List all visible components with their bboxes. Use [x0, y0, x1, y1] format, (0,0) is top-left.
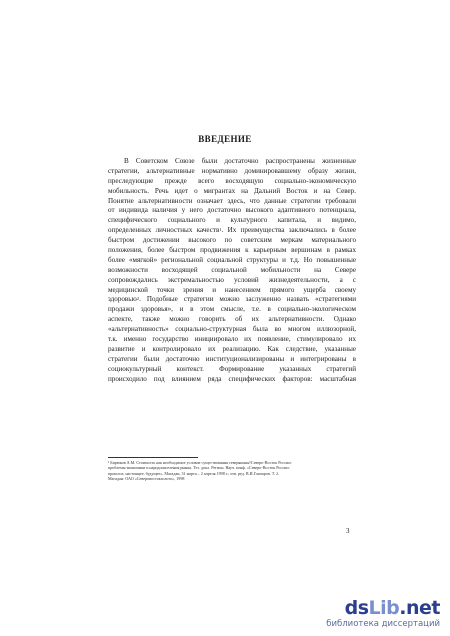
- footnotes: [108, 460, 358, 481]
- logo-part-net: .net: [399, 597, 440, 619]
- body-line-with-footnote: [108, 226, 356, 236]
- body-line-head: определенных личностных качеств: [108, 226, 220, 235]
- body-line-with-footnote: [108, 295, 356, 305]
- body-line: быстром достижении высокого по советским меркам материального: [108, 236, 356, 245]
- body-line: «альтернативность» социально-структурная была во многом иллюзорной,: [108, 325, 356, 334]
- body-line: мобильность. Речь идет о мигрантах на Дальний Восток и на Север.: [108, 186, 356, 195]
- body-line-tail: . Подобные стратегии можно заслуженно назвать «стратегиями: [139, 295, 356, 304]
- footnote-line: ¹ Бирюков А.М. Стоимость как необходимое условие существования северянина//Северо-Восток России:: [108, 460, 292, 465]
- footnote-line: проблемы экономики и народонаселения рынка. Тез. докл. Регион. Науч. конф. «Северо-Восток России:: [108, 465, 290, 471]
- logo-part-lib: Lib: [368, 597, 400, 619]
- body-line: возможности восходящей социальной мобильности на Севере: [108, 265, 356, 274]
- body-line: В Советском Союзе были достаточно распространены жизненные: [124, 157, 356, 165]
- body-line-head: здоровью: [108, 295, 137, 304]
- watermark[interactable]: [310, 598, 440, 629]
- footnote-line: Магадан: ОАО «Северовостокзолото», 1998: [108, 475, 185, 481]
- body-line: развитие и контролировало их реализацию. Как следствие, указанные: [108, 344, 356, 353]
- body-line: стратегии были достаточно институционализированы и интегрированы в: [108, 354, 356, 363]
- footnote-line: прошлое, настоящее, будущее». Магадан, 31 марта – 2 апреля 1998 г.; отв. ред. В.И.Гончаров. Т. 2.: [108, 470, 280, 476]
- body-line: от индивида наличия у него достаточно высокого адаптивного потенциала,: [108, 206, 356, 215]
- footnote-ref: 2: [136, 296, 140, 302]
- body-line: т.к. именно государство инициировало их появление, стимулировало их: [108, 335, 356, 344]
- body-line: положения, более быстром продвижения к карьерным вершинам в рамках: [108, 246, 356, 255]
- body-line: более «мягкой» региональной социальной структуры и т.д. Но повышенные: [108, 255, 356, 264]
- watermark-logo[interactable]: [310, 598, 440, 618]
- body-line: медицинской точки зрения и нанесением прямого ущерба своему: [108, 285, 356, 294]
- footnote-divider: [108, 457, 198, 458]
- body-line: специфического социального и культурного капитала, и видимо,: [108, 216, 356, 225]
- body-line: продажи здоровья», и в этом смысле, т.е. в социально-экологическом: [108, 305, 356, 314]
- body-text: [108, 157, 356, 384]
- body-line: Понятие альтернативности означает здесь, что данные стратегии требовали: [108, 196, 356, 205]
- logo-part-ds: ds: [344, 597, 369, 619]
- body-line: стратегии, альтернативные нормативно доминировавшему образу жизни,: [108, 166, 356, 175]
- body-line: преследующие прежде всего восходящую социально-экономическую: [108, 176, 356, 185]
- footnote-ref: 1: [219, 227, 222, 233]
- watermark-caption: библиотека диссертаций: [326, 619, 440, 629]
- section-heading: ВВЕДЕНИЕ: [198, 134, 252, 144]
- body-line-tail: . Их преимущества заключались в более: [221, 226, 356, 235]
- body-line: аспекте, также можно говорить об их альтернативности. Однако: [108, 315, 356, 324]
- body-line: происходило под влиянием ряда специфических факторов: масштабная: [108, 374, 356, 383]
- body-line: сопровождались экстремальностью условий жизнедеятельности, а с: [108, 275, 356, 284]
- page-number: 3: [346, 527, 350, 535]
- body-line: социокультурный контекст. Формирование указанных стратегий: [108, 364, 356, 373]
